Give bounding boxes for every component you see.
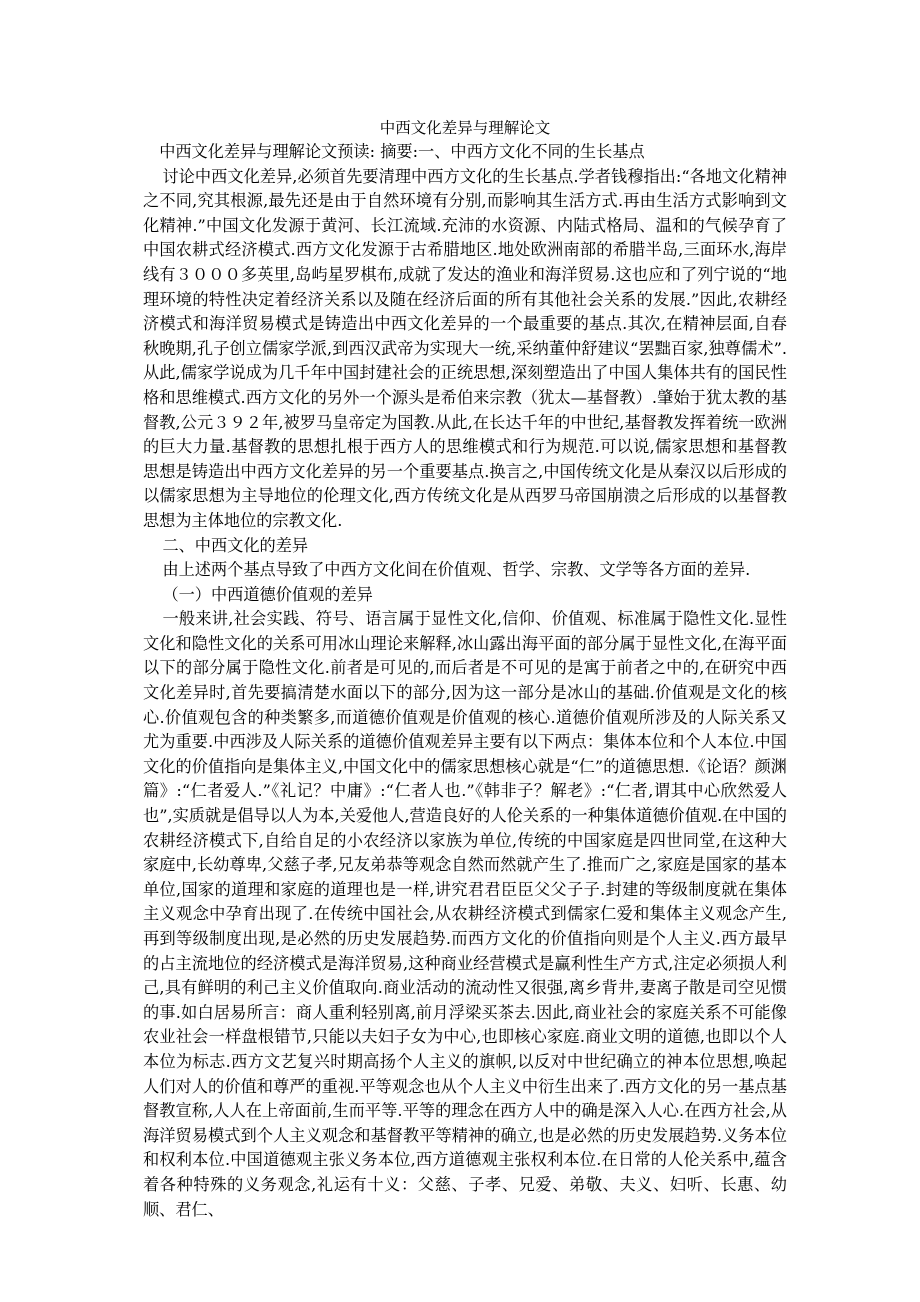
body-paragraph-1: 讨论中西文化差异,必须首先要清理中西方文化的生长基点.学者钱穆指出:“各地文化精神之不同,究其根源,最先还是由于自然环境有分别,而影响其生活方式.再由生活方式影响到文化精神.”中国文化发源于黄河、长江流域.充沛的水资源、内陆式格局、温和的气候孕育了中国农耕式经济模式.西方文化发源于古希腊地区.地处欧洲南部的希腊半岛,三面环水,海岸线有３０００多英里,岛屿星罗棋布,成就了发达的渔业和海洋贸易.这也应和了列宁说的“地理环境的特性决定着经济关系以及随在经济后面的所有其他社会关系的发展.”因此,农耕经济模式和海洋贸易模式是铸造出中西文化差异的一个最重要的基点.其次,在精神层面,自春秋晚期,孔子创立儒家学派,到西汉武帝为实现大一统,采纳董仲舒建议“罢黜百家,独尊儒术”.从此,儒家学说成为几千年中国封建社会的正统思想,深刻塑造出了中国人集体共有的国民性格和思维模式.西方文化的另外一个源头是希伯来宗教（犹太—基督教）.肇始于犹太教的基督教,公元３９２年,被罗马皇帝定为国教.从此,在长达千年的中世纪,基督教发挥着统一欧洲的巨大力量.基督教的思想扎根于西方人的思维模式和行为规范.可以说,儒家思想和基督教思想是铸造出中西方文化差异的另一个重要基点.换言之,中国传统文化是从秦汉以后形成的以儒家思想为主导地位的伦理文化,西方传统文化是从西罗马帝国崩溃之后形成的以基督教思想为主体地位的宗教文化. [143, 166, 787, 530]
body-paragraph-3: 一般来讲,社会实践、符号、语言属于显性文化,信仰、价值观、标准属于隐性文化.显性文化和隐性文化的关系可用冰山理论来解释,冰山露出海平面的部分属于显性文化,在海平面以下的部分属于隐性文化.前者是可见的,而后者是不可见的是寓于前者之中的,在研究中西文化差异时,首先要搞清楚水面以下的部分,因为这一部分是冰山的基础.价值观是文化的核心.价值观包含的种类繁多,而道德价值观是价值观的核心.道德价值观所涉及的人际关系又尤为重要.中西涉及人际关系的道德价值观差异主要有以下两点：集体本位和个人本位.中国文化的价值指向是集体主义,中国文化中的儒家思想核心就是“仁”的道德思想.《论语？颜渊篇》:“仁者爱人.”《礼记？中庸》:“仁者人也.”《韩非子？解老》:“仁者,谓其中心欣然爱人也”,实质就是倡导以人为本,关爱他人,营造良好的人伦关系的一种集体道德价值观.在中国的农耕经济模式下,自给自足的小农经济以家族为单位,传统的中国家庭是四世同堂,在这种大家庭中,长幼尊卑,父慈子孝,兄友弟恭等观念自然而然就产生了.推而广之,家庭是国家的基本单位,国家的道理和家庭的道理也是一样,讲究君君臣臣父父子子.封建的等级制度就在集体主义观念中孕育出现了.在传统中国社会,从农耕经济模式到儒家仁爱和集体主义观念产生,再到等级制度出现,是必然的历史发展趋势.而西方文化的价值指向则是个人主义.西方最早的占主流地位的经济模式是海洋贸易,这种商业经营模式是赢利性生产方式,注定必须损人利己,具有鲜明的利己主义价值取向.商业活动的流动性又很强,离乡背井,妻离子散是司空见惯的事.如白居易所言：商人重利轻别离,前月浮梁买茶去.因此,商业社会的家庭关系不可能像农业社会一样盘根错节,只能以夫妇子女为中心,也即核心家庭.商业文明的道德,也即以个人本位为标志.西方文艺复兴时期高扬个人主义的旗帜,以反对中世纪确立的神本位思想,唤起人们对人的价值和尊严的重视.平等观念也从个人主义中衍生出来了.西方文化的另一基点基督教宣称,人人在上帝面前,生而平等.平等的理念在西方人中的确是深入人心.在西方社会,从海洋贸易模式到个人主义观念和基督教平等精神的确立,也是必然的历史发展趋势.义务本位和权利本位.中国道德观主张义务本位,西方道德观主张权利本位.在日常的人伦关系中,蕴含着各种特殊的义务观念,礼运有十义：父慈、子孝、兄爱、弟敬、夫义、妇听、长惠、幼顺、君仁、 [143, 609, 787, 1219]
section-heading-2: 二、中西文化的差异 [162, 535, 309, 555]
abstract-line: 中西文化差异与理解论文预读: 摘要:一、中西方文化不同的生长基点 [159, 142, 645, 161]
document-page [143, 116, 787, 1222]
document-title: 中西文化差异与理解论文 [379, 119, 551, 137]
subsection-heading-1: （一）中西道德价值观的差异 [162, 584, 373, 604]
body-paragraph-2: 由上述两个基点导致了中西方文化间在价值观、哲学、宗教、文学等各方面的差异. [162, 560, 751, 580]
